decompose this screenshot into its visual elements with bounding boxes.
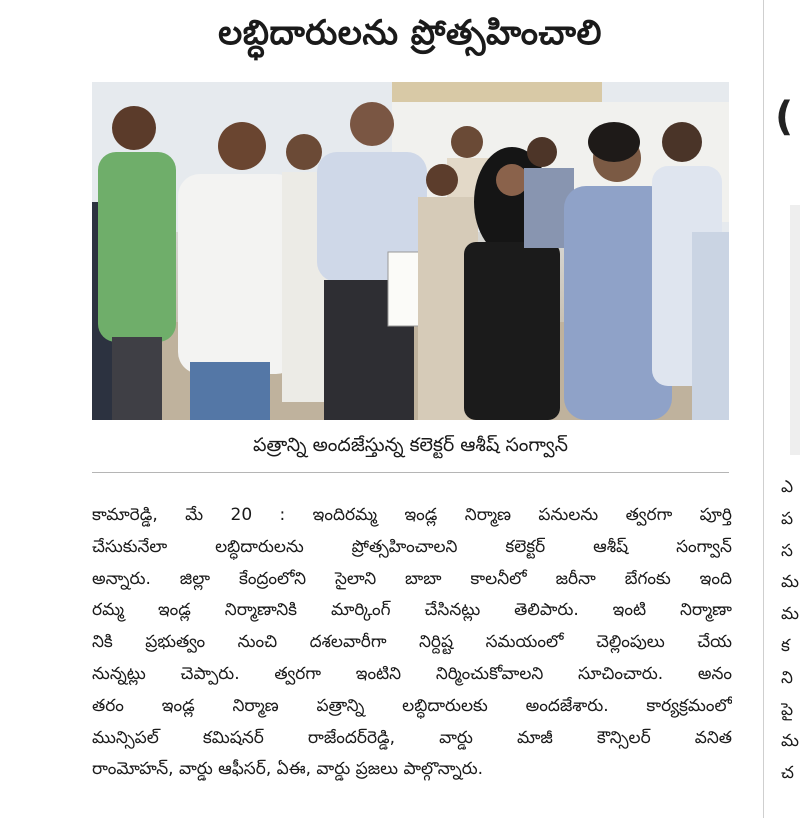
next-column-line: స — [781, 540, 793, 561]
next-column-line: మ — [781, 572, 799, 593]
article-body-line: రాంమోహన్, వార్డు ఆఫీసర్, ఏఈ, వార్డు ప్రజలు పాల్గొన్నారు. — [92, 759, 484, 780]
article-body-line: కామారెడ్డి, మే 20 : ఇందిరమ్మ ఇండ్ల నిర్మాణ పనులను త్వరగా పూర్తి — [92, 505, 732, 525]
next-column-headline-fragment: ( — [775, 94, 794, 140]
next-column-line: పై — [781, 699, 794, 720]
next-column-line: చ — [781, 763, 794, 784]
news-photo — [92, 82, 729, 420]
article-body-line: నికి ప్రభుత్వం నుంచి దశలవారీగా నిర్దిష్ట సమయంలో చెల్లింపులు చేయ — [92, 632, 732, 653]
next-column-line: ని — [781, 667, 793, 688]
article-body — [92, 500, 732, 786]
article-body-line: రమ్మ ఇండ్ల నిర్మాణానికి మార్కింగ్ చేసినట్లు తెలిపారు. ఇంటి నిర్మాణా — [92, 600, 732, 621]
column-divider — [763, 0, 764, 818]
article-body-line: అన్నారు. జిల్లా కేంద్రంలోని సైలాని బాబా కాలనీలో జరీనా బేగంకు ఇంది — [92, 568, 732, 589]
next-column-line: క — [781, 635, 790, 656]
next-column-photo-fragment — [790, 205, 800, 455]
article-body-line: తరం ఇండ్ల నిర్మాణ పత్రాన్ని లబ్ధిదారులకు అందజేశారు. కార్యక్రమంలో — [92, 695, 732, 716]
article-body-line: నున్నట్లు చెప్పారు. త్వరగా ఇంటిని నిర్మించుకోవాలని సూచించారు. అనం — [92, 663, 732, 684]
next-column-line: ఎ — [781, 477, 794, 497]
article-body-line: మున్సిపల్ కమిషనర్ రాజేందర్‌రెడ్డి, వార్డు మాజీ కౌన్సిలర్ వనిత — [92, 727, 732, 748]
next-column-text-fragment — [781, 472, 800, 790]
article-headline: లబ్ధిదారులను ప్రోత్సహించాలి — [218, 13, 602, 53]
article-body-line: చేసుకునేలా లబ్ధిదారులను ప్రోత్సహించాలని కలెక్టర్ ఆశీష్ సంగ్వాన్ — [92, 536, 732, 557]
photo-illustration — [92, 82, 729, 420]
next-column-line: మ — [781, 604, 799, 625]
next-column-line: ప — [781, 508, 794, 529]
next-column-line: మ — [781, 731, 799, 752]
photo-caption: పత్రాన్ని అందజేస్తున్న కలెక్టర్ ఆశీష్ సంగ్వాన్ — [253, 434, 568, 456]
caption-divider — [92, 472, 729, 473]
